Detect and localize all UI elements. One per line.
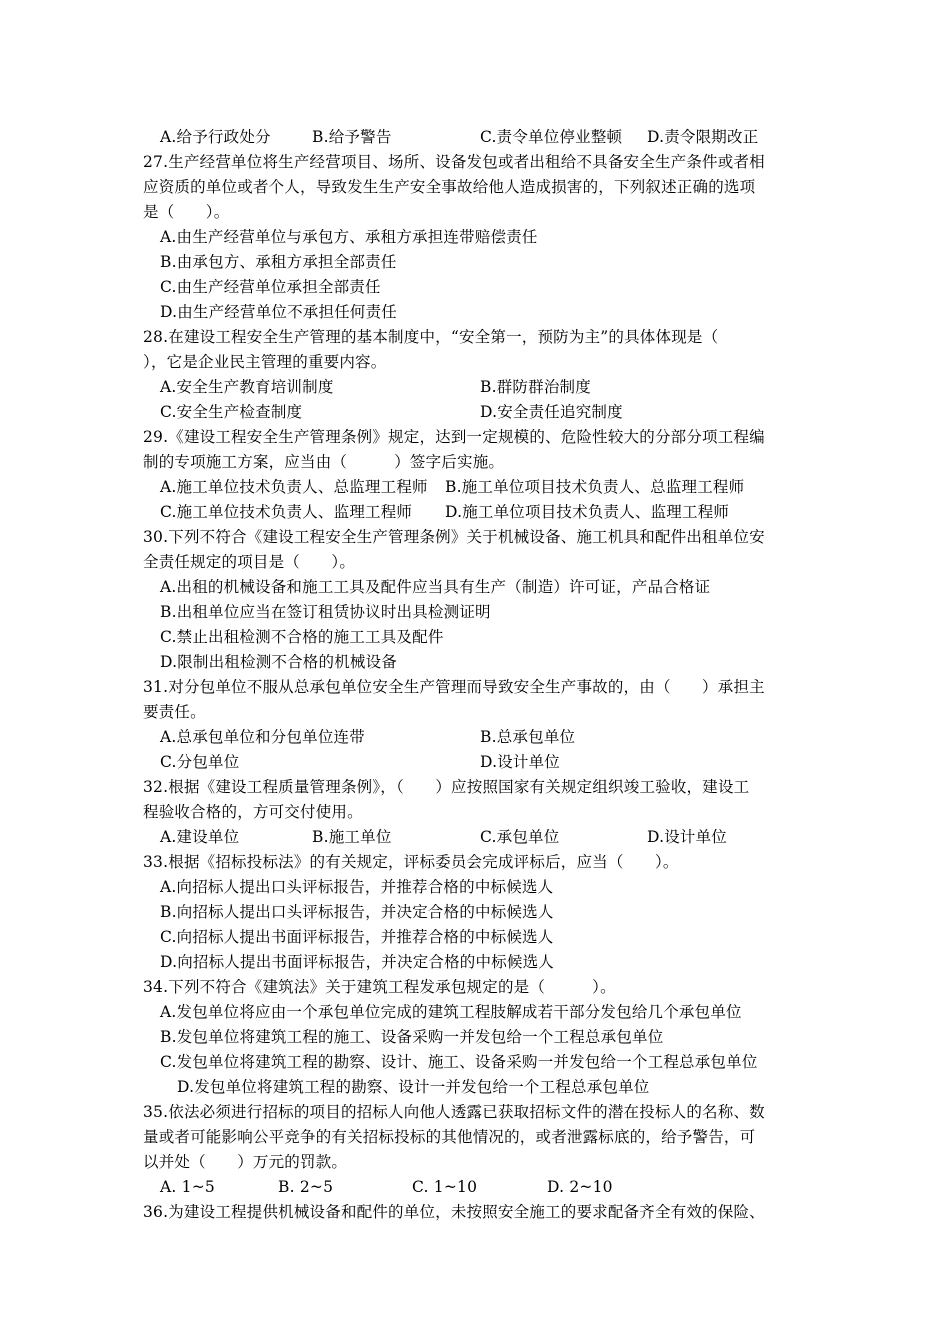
q26-option-d: D.责令限期改正 bbox=[647, 128, 759, 146]
q33-option-c: C.向招标人提出书面评标报告，并推荐合格的中标候选人 bbox=[160, 928, 554, 946]
q33-option-a: A.向招标人提出口头评标报告，并推荐合格的中标候选人 bbox=[160, 878, 554, 896]
q34-stem-line1: 34.下列不符合《建筑法》关于建筑工程发承包规定的是（ ）。 bbox=[143, 978, 616, 996]
q28-option-c: C.安全生产检查制度 bbox=[160, 403, 303, 421]
q35-option-d: D. 2~10 bbox=[547, 1178, 613, 1196]
q32-option-b: B.施工单位 bbox=[312, 828, 392, 846]
q27-option-a: A.由生产经营单位与承包方、承租方承担连带赔偿责任 bbox=[160, 228, 538, 246]
q29-stem-line2: 制的专项施工方案，应当由（ ）签字后实施。 bbox=[143, 453, 505, 471]
q32-stem-line1: 32.根据《建设工程质量管理条例》，（ ）应按照国家有关规定组织竣工验收，建设工 bbox=[143, 778, 750, 796]
q31-option-b: B.总承包单位 bbox=[480, 728, 576, 746]
q31-option-c: C.分包单位 bbox=[160, 753, 240, 771]
q32-stem-line2: 程验收合格的，方可交付使用。 bbox=[143, 803, 363, 821]
q35-option-c: C. 1~10 bbox=[412, 1178, 478, 1196]
q29-stem-line1: 29.《建设工程安全生产管理条例》规定，达到一定规模的、危险性较大的分部分项工程编 bbox=[143, 428, 765, 446]
q29-option-d: D.施工单位项目技术负责人、监理工程师 bbox=[445, 503, 730, 521]
q31-stem-line1: 31.对分包单位不服从总承包单位安全生产管理而导致安全生产事故的，由（ ）承担主 bbox=[143, 678, 765, 696]
q36-stem-line1: 36.为建设工程提供机械设备和配件的单位，未按照安全施工的要求配备齐全有效的保险、 bbox=[143, 1203, 765, 1221]
q27-option-b: B.由承包方、承租方承担全部责任 bbox=[160, 253, 397, 271]
q35-option-b: B. 2~5 bbox=[278, 1178, 334, 1196]
q27-stem-line1: 27.生产经营单位将生产经营项目、场所、设备发包或者出租给不具备安全生产条件或者相 bbox=[143, 153, 765, 171]
q35-stem-line1: 35.依法必须进行招标的项目的招标人向他人透露已获取招标文件的潜在投标人的名称、数 bbox=[143, 1103, 765, 1121]
q28-option-d: D.安全责任追究制度 bbox=[480, 403, 623, 421]
q35-stem-line2: 量或者可能影响公平竞争的有关招标投标的其他情况的，或者泄露标底的，给予警告，可 bbox=[143, 1128, 756, 1146]
q28-option-b: B.群防群治制度 bbox=[480, 378, 591, 396]
q29-option-a: A.施工单位技术负责人、总监理工程师 bbox=[160, 478, 428, 496]
q31-option-a: A.总承包单位和分包单位连带 bbox=[160, 728, 365, 746]
q33-option-b: B.向招标人提出口头评标报告，并决定合格的中标候选人 bbox=[160, 903, 554, 921]
q28-stem-line2: ），它是企业民主管理的重要内容。 bbox=[143, 353, 387, 371]
q30-option-d: D.限制出租检测不合格的机械设备 bbox=[160, 653, 398, 671]
q30-option-c: C.禁止出租检测不合格的施工工具及配件 bbox=[160, 628, 444, 646]
q32-option-a: A.建设单位 bbox=[160, 828, 240, 846]
q35-stem-line3: 以并处（ ）万元的罚款。 bbox=[143, 1153, 348, 1171]
q27-stem-line3: 是（ ）。 bbox=[143, 203, 230, 221]
q31-option-d: D.设计单位 bbox=[480, 753, 561, 771]
q27-stem-line2: 应资质的单位或者个人，导致发生生产安全事故给他人造成损害的，下列叙述正确的选项 bbox=[143, 178, 756, 196]
q26-option-a: A.给予行政处分 bbox=[160, 128, 271, 146]
q29-option-c: C.施工单位技术负责人、监理工程师 bbox=[160, 503, 413, 521]
q26-option-b: B.给予警告 bbox=[312, 128, 392, 146]
q28-option-a: A.安全生产教育培训制度 bbox=[160, 378, 334, 396]
q28-stem-line1: 28.在建设工程安全生产管理的基本制度中，“安全第一，预防为主”的具体体现是（ bbox=[143, 328, 719, 346]
q32-option-d: D.设计单位 bbox=[647, 828, 728, 846]
q30-option-a: A.出租的机械设备和施工工具及配件应当具有生产（制造）许可证，产品合格证 bbox=[160, 578, 711, 596]
q30-stem-line1: 30.下列不符合《建设工程安全生产管理条例》关于机械设备、施工机具和配件出租单位安 bbox=[143, 528, 765, 546]
q34-option-b: B.发包单位将建筑工程的施工、设备采购一并发包给一个工程总承包单位 bbox=[160, 1028, 664, 1046]
q27-option-d: D.由生产经营单位不承担任何责任 bbox=[160, 303, 398, 321]
q30-stem-line2: 全责任规定的项目是（ ）。 bbox=[143, 553, 356, 571]
q27-option-c: C.由生产经营单位承担全部责任 bbox=[160, 278, 381, 296]
q31-stem-line2: 要责任。 bbox=[143, 703, 206, 721]
q26-option-c: C.责令单位停业整顿 bbox=[480, 128, 623, 146]
q30-option-b: B.出租单位应当在签订租赁协议时出具检测证明 bbox=[160, 603, 491, 621]
q29-option-b: B.施工单位项目技术负责人、总监理工程师 bbox=[445, 478, 745, 496]
q33-stem-line1: 33.根据《招标投标法》的有关规定，评标委员会完成评标后，应当（ ）。 bbox=[143, 853, 679, 871]
q35-option-a: A. 1~5 bbox=[160, 1178, 215, 1196]
q34-option-a: A.发包单位将应由一个承包单位完成的建筑工程肢解成若干部分发包给几个承包单位 bbox=[160, 1003, 742, 1021]
q34-option-d: D.发包单位将建筑工程的勘察、设计一并发包给一个工程总承包单位 bbox=[177, 1078, 650, 1096]
q34-option-c: C.发包单位将建筑工程的勘察、设计、施工、设备采购一并发包给一个工程总承包单位 bbox=[160, 1053, 758, 1071]
q32-option-c: C.承包单位 bbox=[480, 828, 560, 846]
q33-option-d: D.向招标人提出书面评标报告，并决定合格的中标候选人 bbox=[160, 953, 555, 971]
